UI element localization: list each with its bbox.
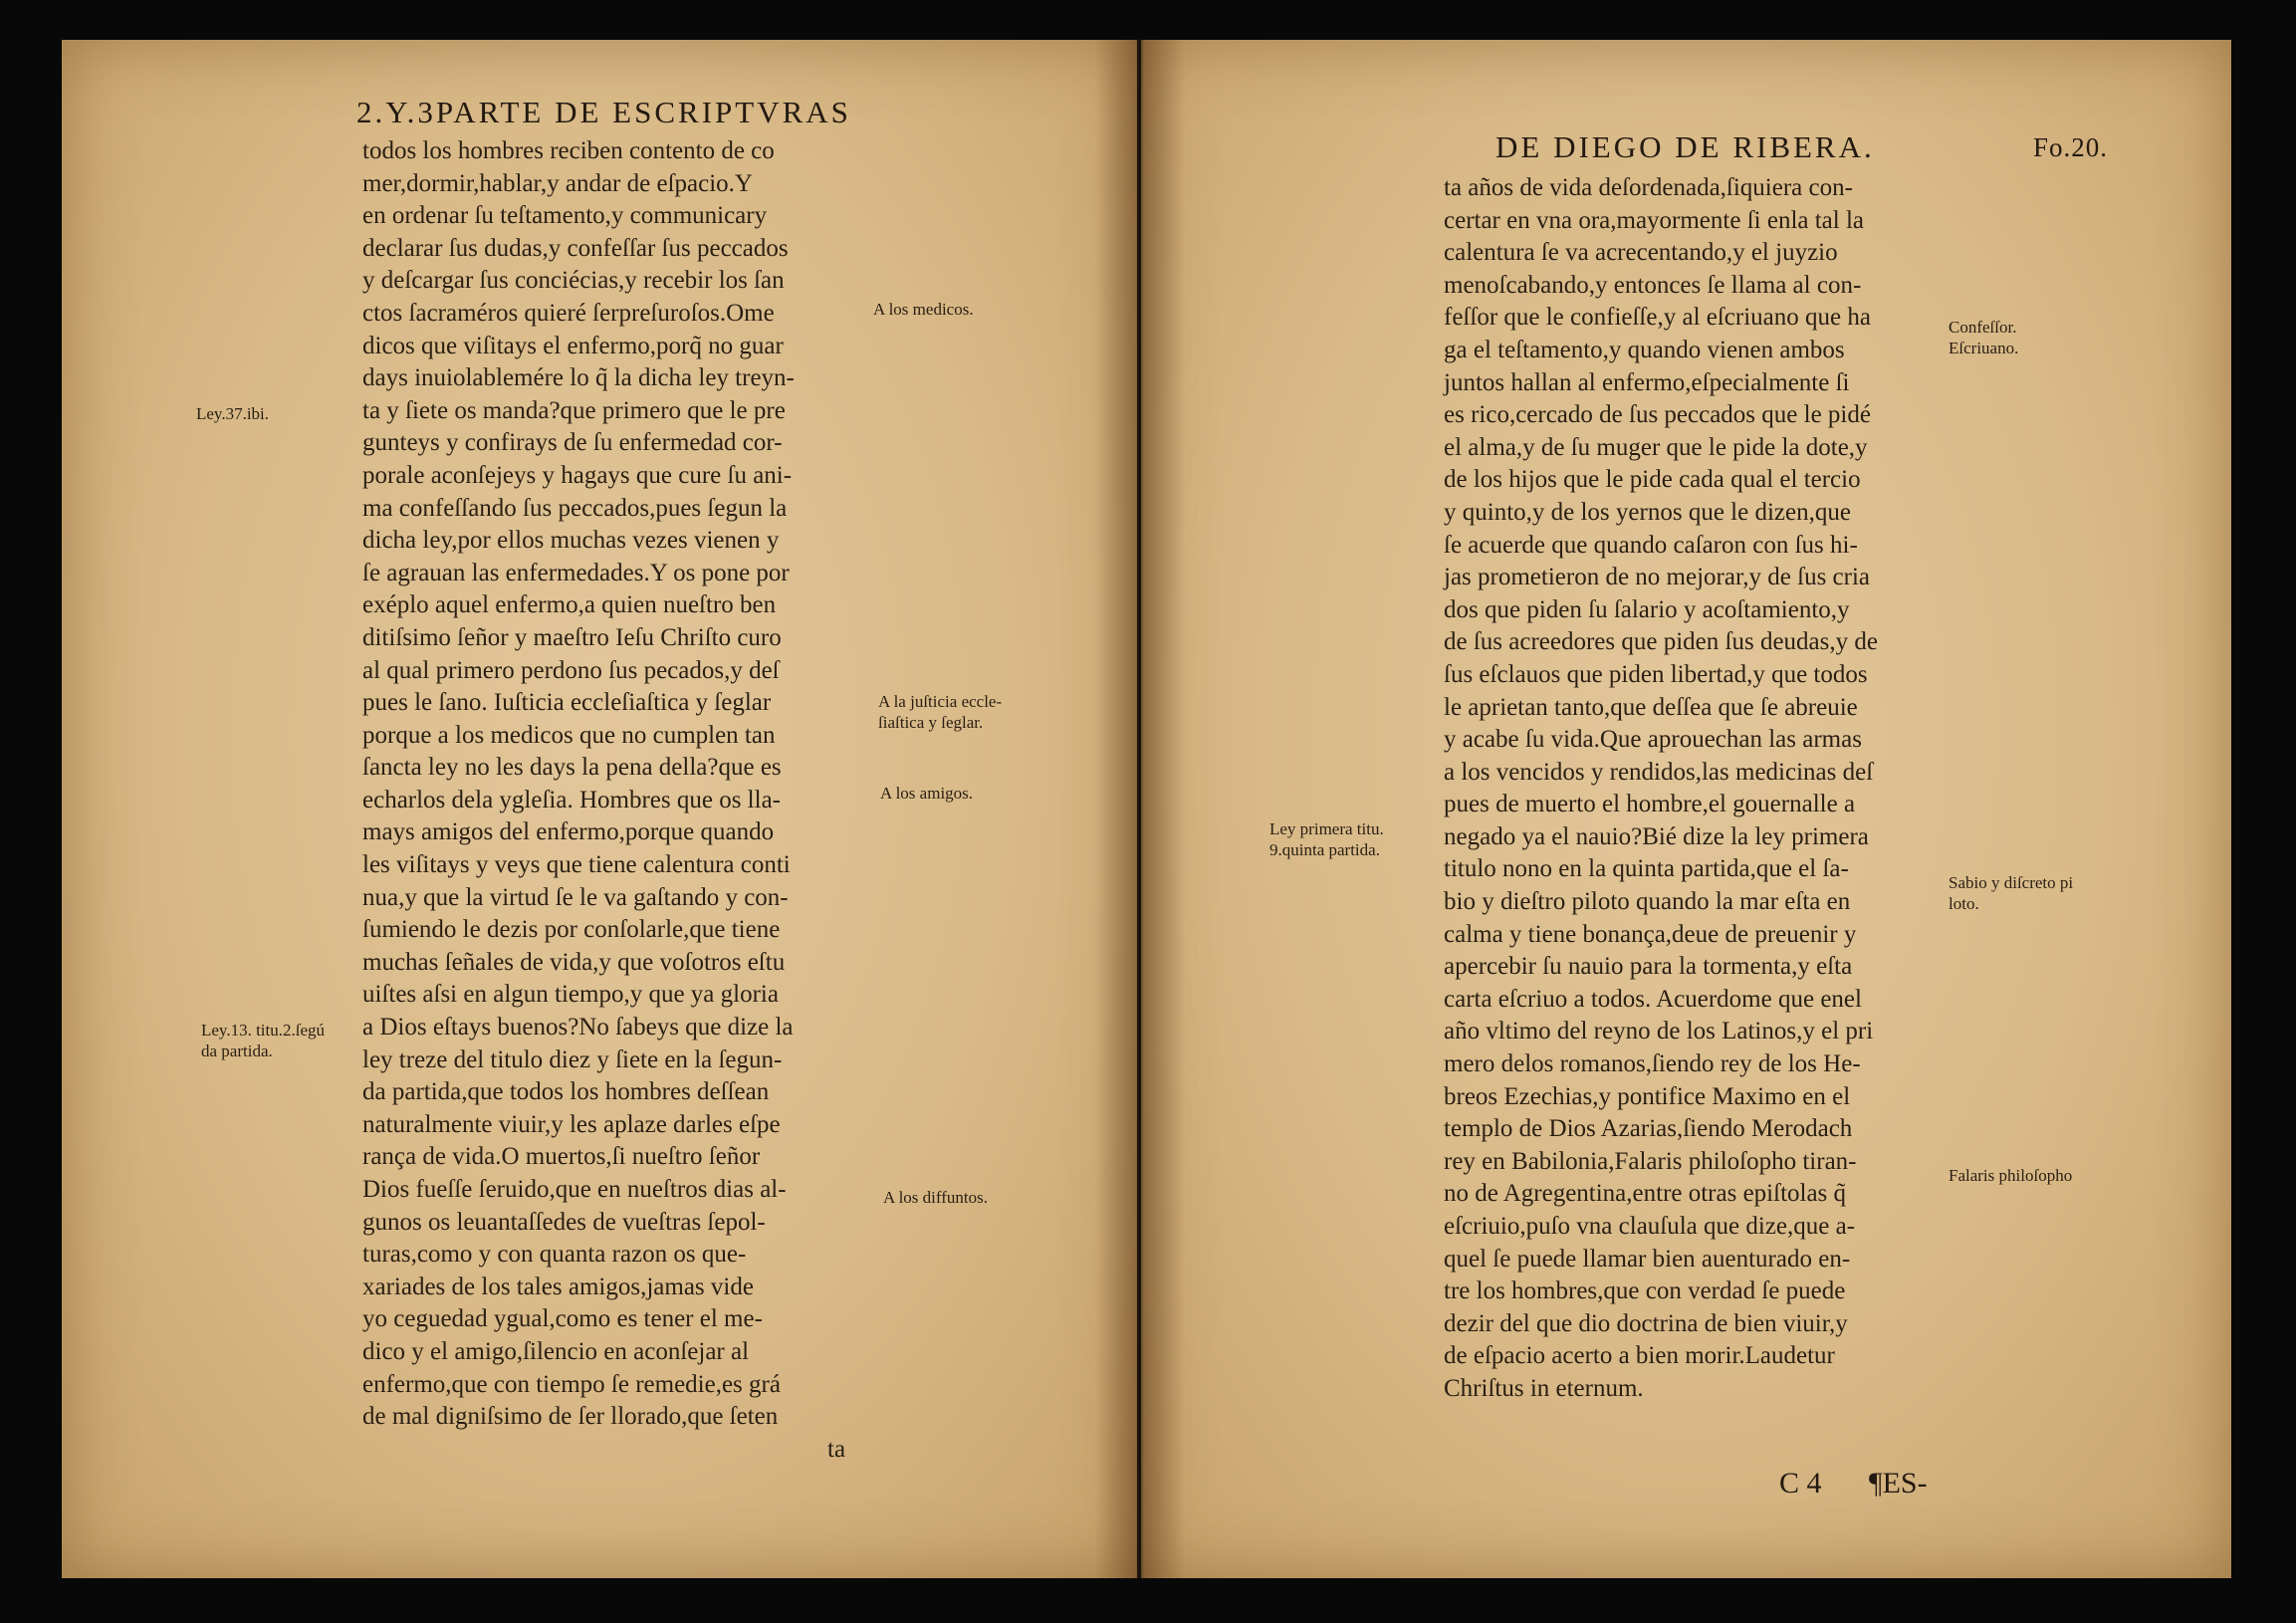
margin-note-justicia xyxy=(878,691,1002,733)
text-line: uiſtes aſsi en algun tiempo,y que ya gloria xyxy=(362,981,779,1009)
text-line: y acabe ſu vida.Que aprouechan las armas xyxy=(1444,726,1862,754)
text-line: ga el teſtamento,y quando vienen ambos xyxy=(1444,336,1845,363)
text-line: nua,y que la virtud ſe le va gaſtando y con- xyxy=(362,883,789,911)
right-body-text xyxy=(1444,172,1878,1406)
text-line: Dios fueſſe ſeruido,que en nueſtros dias al- xyxy=(362,1176,787,1203)
text-line: ley treze del titulo diez y ſiete en la ſegun- xyxy=(362,1045,783,1073)
text-line: de eſpacio acerto a bien morir.Laudetur xyxy=(1444,1342,1835,1370)
margin-note-difuntos xyxy=(883,1187,988,1208)
text-line: ma confeſſando ſus peccados,pues ſegun la xyxy=(362,494,788,522)
margin-note-line: A la juſticia eccle- xyxy=(878,692,1003,711)
text-line: ſe acuerde que quando caſaron con ſus hi- xyxy=(1444,531,1858,559)
text-line: tre los hombres,que con verdad ſe puede xyxy=(1444,1277,1846,1305)
text-line: en ordenar ſu teſtamento,y communicary xyxy=(362,202,768,230)
text-line: rey en Babilonia,Falaris philoſopho tiran- xyxy=(1444,1147,1857,1175)
text-line: dezir del que dio doctrina de bien viuir,y xyxy=(1444,1309,1848,1337)
text-line: xariades de los tales amigos,jamas vide xyxy=(362,1273,754,1300)
text-line: certar en vna ora,mayormente ſi enla tal la xyxy=(1444,206,1865,234)
text-line: declarar ſus dudas,y confeſſar ſus peccados xyxy=(362,234,789,262)
text-line: de los hijos que le pide cada qual el tercio xyxy=(1444,466,1861,494)
text-line: todos los hombres reciben contento de co xyxy=(362,137,775,164)
margin-note-ley-primera xyxy=(1269,818,1384,860)
text-line: ta y ſiete os manda?que primero que le pre xyxy=(362,396,786,424)
text-line: pues de muerto el hombre,el gouernalle a xyxy=(1444,791,1856,818)
text-line: exéplo aquel enfermo,a quien nueſtro ben xyxy=(362,591,777,619)
text-line: y deſcargar ſus conciécias,y recebir los ſan xyxy=(362,267,785,295)
text-line: a los vencidos y rendidos,las medicinas deſ xyxy=(1444,758,1874,786)
text-line: days inuiolablemére lo q̃ la dicha ley treyn- xyxy=(362,364,795,392)
margin-note-line: Ley.37.ibi. xyxy=(196,404,270,423)
margin-note-falaris xyxy=(1949,1165,2072,1186)
text-line: de mal digniſsimo de ſer llorado,que ſeten xyxy=(362,1403,779,1431)
margin-note-line: A los medicos. xyxy=(873,300,974,319)
text-line: yo ceguedad ygual,como es tener el me- xyxy=(362,1305,763,1333)
margin-note-line: Ley primera titu. xyxy=(1269,819,1384,838)
text-line: al qual primero perdono ſus pecados,y deſ xyxy=(362,656,780,684)
margin-note-line: 9.quinta partida. xyxy=(1269,840,1380,859)
margin-note-ley37 xyxy=(196,403,269,424)
text-line: Chriſtus in eternum. xyxy=(1444,1374,1644,1402)
text-line: calentura ſe va acrecentando,y el juyzio xyxy=(1444,239,1838,267)
folio-number: Fo.20. xyxy=(2033,132,2109,162)
text-line: a Dios eſtays buenos?No ſabeys que dize la xyxy=(362,1014,794,1042)
catchword: ¶ES- xyxy=(1869,1467,1928,1500)
text-line: naturalmente viuir,y les aplaze darles eſpe xyxy=(362,1110,781,1138)
text-line: ſe agrauan las enfermedades.Y os pone por xyxy=(362,559,790,586)
margin-note-medicos xyxy=(873,299,974,320)
margin-note-confessor xyxy=(1949,317,2018,358)
text-line: ta xyxy=(827,1435,846,1463)
text-line: y quinto,y de los yernos que le dizen,que xyxy=(1444,498,1851,526)
text-line: dico y el amigo,ſilencio en aconſejar al xyxy=(362,1337,750,1365)
text-line: menoſcabando,y entonces ſe llama al con- xyxy=(1444,271,1862,299)
text-line: muchas ſeñales de vida,y que voſotros eſtu xyxy=(362,948,786,976)
text-line: pues le ſano. Iuſticia eccleſiaſtica y ſeglar xyxy=(362,689,772,717)
text-line: titulo nono en la quinta partida,que el ſa- xyxy=(1444,855,1849,883)
text-line: templo de Dios Azarias,ſiendo Merodach xyxy=(1444,1115,1853,1143)
text-line: ſancta ley no les days la pena della?que es xyxy=(362,754,782,782)
text-line: porale aconſejeys y hagays que cure ſu ani- xyxy=(362,461,793,489)
text-line: ſus eſclauos que piden libertad,y que todos xyxy=(1444,660,1868,688)
text-line: gunteys y confirays de ſu enfermedad cor- xyxy=(362,429,783,457)
right-running-header: DE DIEGO DE RIBERA. xyxy=(1495,129,1875,164)
text-line: les viſitays y veys que tiene calentura conti xyxy=(362,851,791,879)
text-line: negado ya el nauio?Bié dize la ley primera xyxy=(1444,822,1869,850)
margin-note-sabio xyxy=(1949,872,2073,914)
margin-note-line: Confeſſor. xyxy=(1949,318,2017,337)
margin-note-line: Falaris philoſopho xyxy=(1949,1166,2073,1185)
margin-note-line: Sabio y diſcreto pi xyxy=(1949,873,2074,892)
text-line: gunos os leuantaſſedes de vueſtras ſepol- xyxy=(362,1208,766,1236)
margin-note-line: ſiaſtica y ſeglar. xyxy=(878,713,984,732)
margin-note-line: da partida. xyxy=(201,1042,273,1060)
text-line: ctos ſacraméros quieré ſerpreſuroſos.Ome xyxy=(362,299,775,327)
left-running-header: 2.Y.3PARTE DE ESCRIPTVRAS xyxy=(356,95,851,129)
margin-note-line: A los diffuntos. xyxy=(883,1188,989,1207)
text-line: año vltimo del reyno de los Latinos,y el pri xyxy=(1444,1018,1874,1045)
text-line: ta años de vida deſordenada,ſiquiera con- xyxy=(1444,174,1853,201)
text-line: ſumiendo le dezis por conſolarle,que tiene xyxy=(362,916,781,944)
left-body-text xyxy=(362,135,845,1466)
text-line: echarlos dela ygleſia. Hombres que os lla- xyxy=(362,786,781,813)
text-line: le aprietan tanto,que deſſea que ſe abreuie xyxy=(1444,693,1858,721)
text-line: dos que piden ſu ſalario y acoſtamiento,y xyxy=(1444,595,1850,623)
text-line: es rico,cercado de ſus peccados que le pidé xyxy=(1444,401,1871,429)
text-line: rança de vida.O muertos,ſi nueſtro ſeñor xyxy=(362,1143,761,1171)
text-line: ditiſsimo ſeñor y maeſtro Ieſu Chriſto curo xyxy=(362,623,782,651)
margin-note-line: loto. xyxy=(1949,894,1979,913)
text-line: mero delos romanos,ſiendo rey de los He- xyxy=(1444,1050,1861,1078)
text-line: da partida,que todos los hombres deſſean xyxy=(362,1078,770,1106)
book-gutter xyxy=(1095,40,1185,1578)
text-line: quel ſe puede llamar bien auenturado en- xyxy=(1444,1245,1851,1273)
text-line: enfermo,que con tiempo ſe remedie,es grá xyxy=(362,1370,781,1398)
margin-note-line: Eſcriuano. xyxy=(1949,339,2019,357)
text-line: mays amigos del enfermo,porque quando xyxy=(362,818,775,846)
text-line: dicha ley,por ellos muchas vezes vienen y xyxy=(362,527,780,555)
text-line: calma y tiene bonança,deue de preuenir y xyxy=(1444,920,1857,948)
text-line: el alma,y de ſu muger que le pide la dote,y xyxy=(1444,433,1868,461)
signature-mark: C 4 xyxy=(1779,1467,1822,1500)
text-line: breos Ezechias,y pontifice Maximo en el xyxy=(1444,1082,1851,1110)
margin-note-line: Ley.13. titu.2.ſegú xyxy=(201,1021,326,1040)
text-line: bio y dieſtro piloto quando la mar eſta en xyxy=(1444,888,1851,916)
text-line: turas,como y con quanta razon os que- xyxy=(362,1241,747,1269)
text-line: jas prometieron de no mejorar,y de ſus cria xyxy=(1444,564,1871,591)
margin-note-line: A los amigos. xyxy=(880,784,974,803)
text-line: juntos hallan al enfermo,eſpecialmente ſi xyxy=(1444,368,1850,396)
text-line: eſcriuio,puſo vna clauſula que dize,que a- xyxy=(1444,1213,1856,1240)
text-line: porque a los medicos que no cumplen tan xyxy=(362,721,776,749)
text-line: apercebir ſu nauio para la tormenta,y eſta xyxy=(1444,953,1853,981)
text-line: no de Agregentina,entre otras epiſtolas q̃ xyxy=(1444,1180,1847,1208)
text-line: feſſor que le confieſſe,y al eſcriuano que ha xyxy=(1444,304,1871,332)
margin-note-amigos xyxy=(880,783,973,804)
text-line: mer,dormir,hablar,y andar de eſpacio.Y xyxy=(362,169,753,197)
margin-note-ley13 xyxy=(201,1020,325,1061)
text-line: dicos que viſitays el enfermo,porq̃ no guar xyxy=(362,332,784,359)
text-line: de ſus acreedores que piden ſus deudas,y de xyxy=(1444,628,1878,656)
text-line: carta eſcriuo a todos. Acuerdome que enel xyxy=(1444,985,1862,1013)
